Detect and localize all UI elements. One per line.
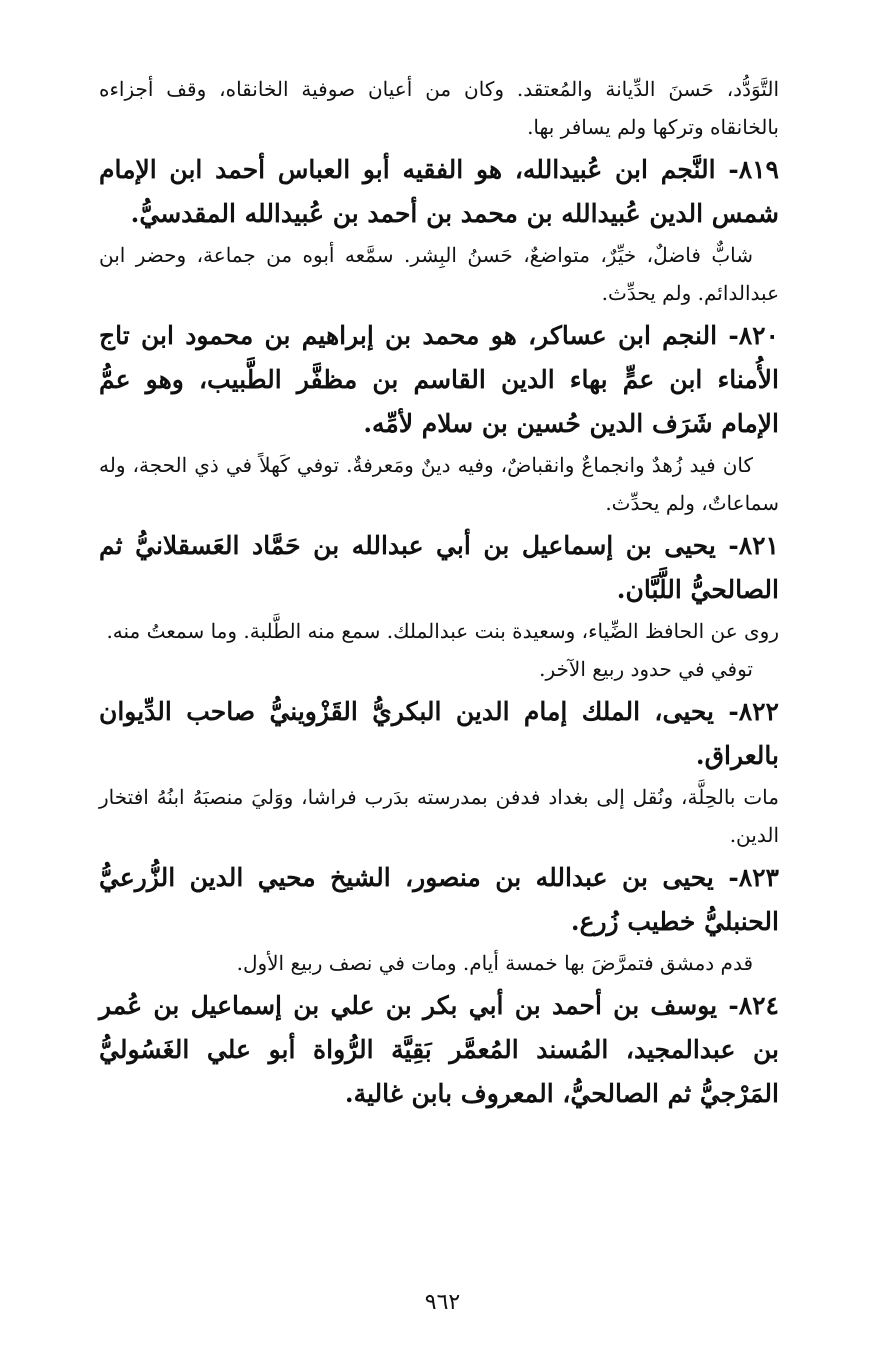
- text-paragraph: التَّوَدُّد، حَسنَ الدِّيانة والمُعتقد. وكان من أعيان صوفية الخانقاه، وقف أجزاءه بالخانقاه وتركها ولم يسافر بها.: [99, 77, 779, 139]
- biography-entry-heading: ٨٢٢- يحيى، الملك إمام الدين البكريُّ القَزْوينيُّ صاحب الدِّيوان بالعراق.: [99, 697, 779, 770]
- page-number: ٩٦٢: [424, 1290, 461, 1315]
- biography-entry-heading: ٨٢٠- النجم ابن عساكر، هو محمد بن إبراهيم بن محمود ابن تاج الأُمناء ابن عمٍّ بهاء الدين القاسم بن مظفَّر الطَّبيب، وهو عمُّ الإمام شَرَف الدين حُسين بن سلام لأمِّه.: [99, 321, 779, 438]
- text-paragraph: قدم دمشق فتمرَّضَ بها خمسة أيام. ومات في نصف ربيع الأول.: [236, 951, 753, 975]
- page-content: [99, 70, 779, 1116]
- biography-entry-heading: ٨٢٣- يحيى بن عبدالله بن منصور، الشيخ محيي الدين الزُّرعيُّ الحنبليُّ خطيب زُرع.: [99, 863, 779, 936]
- biography-entry-heading: ٨١٩- النَّجم ابن عُبيدالله، هو الفقيه أبو العباس أحمد ابن الإمام شمس الدين عُبيدالله بن محمد بن أحمد بن عُبيدالله المقدسيُّ.: [99, 155, 779, 228]
- biography-entry-heading: ٨٢١- يحيى بن إسماعيل بن أبي عبدالله بن حَمَّاد العَسقلانيُّ ثم الصالحيُّ اللَّبَّان.: [99, 531, 779, 604]
- text-paragraph: توفي في حدود ربيع الآخر.: [539, 657, 753, 681]
- text-paragraph: روى عن الحافظ الضِّياء، وسعيدة بنت عبدالملك. سمع منه الطَّلبة. وما سمعتُ منه.: [106, 619, 779, 643]
- text-paragraph: شابٌّ فاضلٌ، خيِّرٌ، متواضعٌ، حَسنُ البِشر. سمَّعه أبوه من جماعة، وحضر ابن عبدالدائم. ولم يحدِّث.: [99, 243, 779, 305]
- text-paragraph: كان فيد زُهدٌ وانجماعٌ وانقباضٌ، وفيه دينٌ ومَعرفةٌ. توفي كَهلاً في ذي الحجة، وله سماعاتٌ، ولم يحدِّث.: [99, 453, 779, 515]
- biography-entry-heading: ٨٢٤- يوسف بن أحمد بن أبي بكر بن علي بن إسماعيل بن عُمر بن عبدالمجيد، المُسند المُعمَّر بَقِيَّة الرُّواة أبو علي الغَسُوليُّ المَرْجيُّ ثم الصالحيُّ، المعروف بابن غالية.: [99, 991, 779, 1108]
- text-paragraph: مات بالحِلَّة، ونُقل إلى بغداد فدفن بمدرسته بدَرب فراشا، ووَليَ منصبَهُ ابنُهُ افتخار الدين.: [99, 785, 779, 847]
